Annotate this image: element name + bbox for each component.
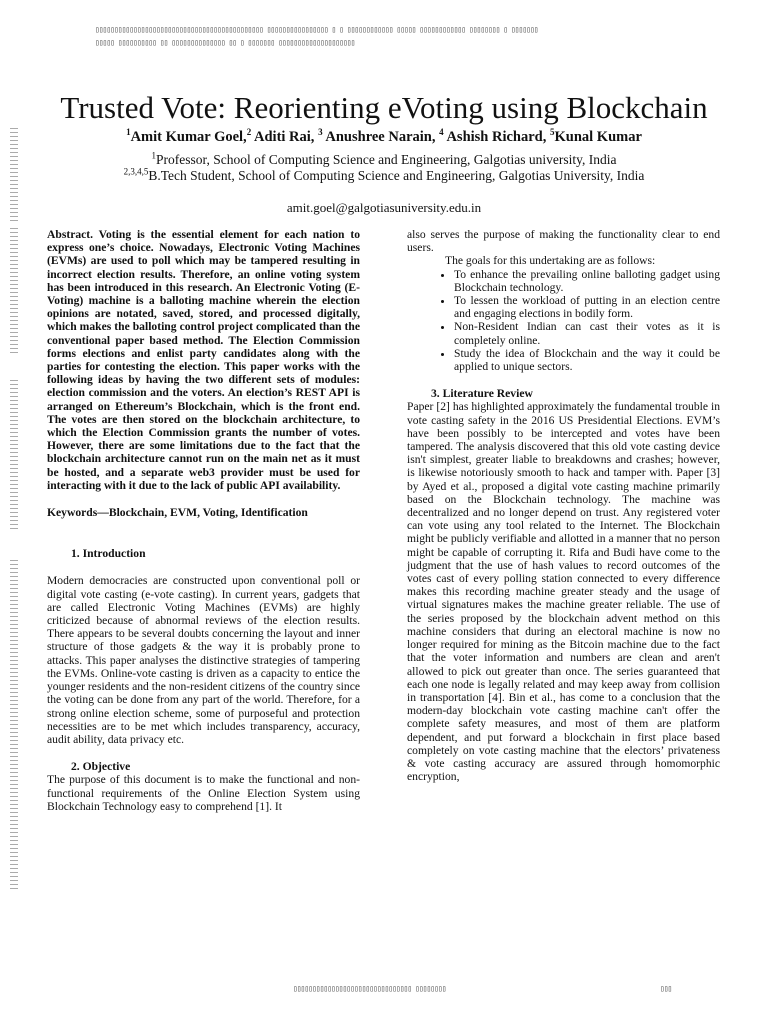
goal-item: • Study the idea of Blockchain and the way it could be applied to unique sectors. [454,347,720,373]
left-column [47,228,360,813]
page-number: ▯▯▯ [660,984,672,993]
author-sup: 4 [439,127,444,138]
goal-item: • To lessen the workload of putting in an election centre and engaging elections in bodily form. [454,294,720,320]
side-margin-mark [10,380,18,530]
goals-intro: The goals for this undertaking are as follows: [445,254,656,268]
affiliation-sup: 1 [151,150,156,161]
footer-journal-line: ▯▯▯▯▯▯▯▯▯▯▯▯▯▯▯▯▯▯▯▯▯▯▯▯▯▯▯▯▯▯▯ ▯▯▯▯▯▯▯▯ [293,984,446,993]
author-name: Kunal Kumar [554,129,642,145]
author-sup: 3 [318,127,323,138]
objective-text: The purpose of this document is to make the functional and non-functional requirements of the Online Election System using Blockchain Technology easy to comprehend [1]. It [47,773,360,813]
literature-text: Paper [2] has highlighted approximately the fundamental trouble in vote casting safety in the 2016 US Presidential Elections. EVM’s have been possibly to be intercepted and votes have been tampered. The analysis discovered that this old vote casting device isn't simplest, greater liable to breakdowns and crashes; however, is likewise notoriously smooth to hack and tamper with. Paper [3] by Ayed et al., proposed a digital vote casting machine primarily based on the Blockchain technology. The machine was decentralized and no longer depend on trust. Any registered voter can vote using any tool related to the Internet. The Blockchain might be publicly verifiable and allotted in a manner that no person might be capable of corrupting it. Rifa and Budi have come to the judgment that the use of hash values to record outcomes of the votes cast of every polling station connected to every difference makes this recording machine greater steady and the usage of virtual signatures makes the machine greater reliable. The use of the series proposed by the blockchain advent method on this machine considers that during an electoral machine is now no longer required for mining as the Bitcoin machine due to the fact that the voter information and numbers are clean and aren't allowed to pick out greater than once. The series guaranteed that each one node is legally related and may keep away from collision in transportation [4]. Bin et al., has come to a conclusion that the modern-day blockchain vote casting machine can't offer the complete safety measures, and most of them are platform dependent, and put forward a blockchain in first place based completely on vote casting machine that the electors’ privateness & vote casting accuracy are assured through homomorphic encryption, [407,400,720,784]
author-list [0,129,768,146]
affiliation-text: B.Tech Student, School of Computing Science and Engineering, Galgotias University, India [148,168,645,183]
author-sup: 5 [550,127,555,138]
objective-heading: 2. Objective [71,760,131,774]
intro-heading: 1. Introduction [71,547,146,561]
journal-header-line-1: ▯▯▯▯▯▯▯▯▯▯▯▯▯▯▯▯▯▯▯▯▯▯▯▯▯▯▯▯▯▯▯▯▯▯▯▯▯▯▯▯▯▯▯▯ ▯▯▯▯▯▯▯▯▯▯▯▯▯▯▯▯ ▯ ▯ ▯▯▯▯▯▯▯▯▯▯▯▯ ▯▯▯▯▯ ▯▯▯▯▯▯▯▯▯▯▯▯ ▯▯▯▯▯▯▯▯ ▯ ▯▯▯▯▯▯▯ [95,25,538,34]
literature-heading: 3. Literature Review [431,387,533,401]
goal-item: • To enhance the prevailing online balloting gadget using Blockchain technology. [454,268,720,294]
author-sup: 2 [246,127,252,138]
side-margin-mark [10,560,18,890]
affiliation-1 [0,152,768,168]
intro-text: Modern democracies are constructed upon conventional poll or digital vote casting (e-vote casting). In current years, gadgets that are called Electronic Voting Machines (EVMs) are highly criticized because of abnormal reviews of the election results. There appears to be several doubts concerning the layout and inner structure of those gadgets & the way it is probably prone to attacks. This paper analyses the distinctive strategies of tampering the EVMs. Online-vote casting is driven as a capacity to entice the younger residents and the non-resident citizens of the country since the voting can be done from any part of the world. Therefore, for a strong online election scheme, some of purposeful and protection necessities are to be met which includes transparency, accuracy, audit ability, data privacy etc. [47,574,360,746]
author-sup: 1 [126,127,131,138]
right-column [407,228,720,783]
side-margin-mark [10,228,18,353]
author-name: Anushree Narain, [322,129,436,145]
affiliation-sup: 2,3,4,5 [123,166,149,177]
affiliation-2 [0,168,768,184]
author-name: Aditi Rai, [251,129,315,145]
journal-header-line-2: ▯▯▯▯▯ ▯▯▯▯▯▯▯▯▯▯ ▯▯ ▯▯▯▯▯▯▯▯▯▯▯▯▯▯ ▯▯ ▯ ▯▯▯▯▯▯▯ ▯▯▯▯▯▯▯▯▯▯▯▯▯▯▯▯▯▯▯▯ [95,38,355,47]
goal-item: • Non-Resident Indian can cast their votes as it is completely online. [454,320,720,346]
author-name: Amit Kumar Goel, [130,129,247,145]
author-name: Ashish Richard, [443,129,547,145]
keywords: Keywords—Blockchain, EVM, Voting, Identification [47,506,308,520]
abstract: Abstract. Voting is the essential element for each nation to express one’s choice. Nowadays, Electronic Voting Machines (EVMs) are used to poll which may be tampered resulting in incorrect election results. Therefore, an online voting system has been introduced in this research. An Electronic Voting (E-Voting) machine is a balloting machine wherein the election opinions are notated, saved, stored, and processed digitally, which makes the balloting control project complicated than the conventional paper based method. The Election Commission forms elections and enlist party candidates along with the parties for contesting the election. This paper works with the following ideas by having the two different sets of modules: election commission and the voters. An election’s REST API is arranged on Ethereum’s Blockchain, which is the front end. The votes are then stored on the blockchain architecture, to which the Election Commission grants the number of votes. However, there are some limitations due to the fact that the blockchain architecture cannot run on the main net as it must be hosted, and a separate web3 provider must be used for interacting with it due to the lack of public API availability. [47,228,360,492]
affiliation-text: Professor, School of Computing Science and Engineering, Galgotias university, India [156,152,617,167]
objective-continued: also serves the purpose of making the functionality clear to end users. [407,228,720,255]
paper-title: Trusted Vote: Reorienting eVoting using Blockchain [60,90,708,125]
contact-email[interactable]: amit.goel@galgotiasuniversity.edu.in [286,200,482,215]
goals-list [407,268,720,374]
